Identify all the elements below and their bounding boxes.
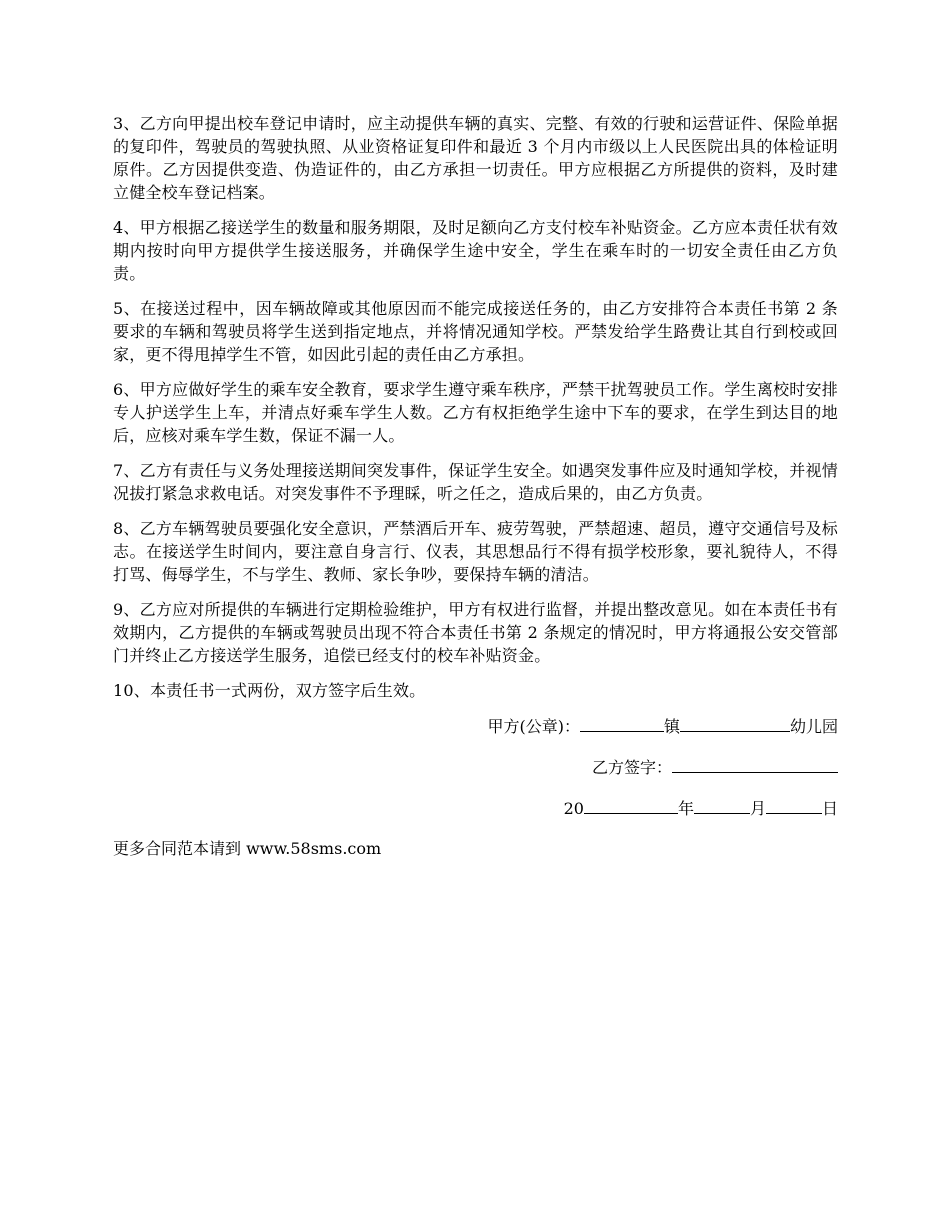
clause-9: 9、乙方应对所提供的车辆进行定期检验维护，甲方有权进行监督，并提出整改意见。如在本责任书有效期内，乙方提供的车辆或驾驶员出现不符合本责任书第 2 条规定的情况时，甲方将通报公安交管部门并终止乙方接送学生服务，追偿已经支付的校车补贴资金。 [113, 600, 838, 665]
clause-5: 5、在接送过程中，因车辆故障或其他原因而不能完成接送任务的，由乙方安排符合本责任书第 2 条要求的车辆和驾驶员将学生送到指定地点，并将情况通知学校。严禁发给学生路费让其自行到校或回家，更不得甩掉学生不管，如因此引起的责任由乙方承担。 [113, 299, 838, 364]
day-blank[interactable] [766, 796, 822, 814]
clause-3: 3、乙方向甲提出校车登记申请时，应主动提供车辆的真实、完整、有效的行驶和运营证件、保险单据的复印件，驾驶员的驾驶执照、从业资格证复印件和最近 3 个月内市级以上人民医院出具的体检证明原件。乙方因提供变造、伪造证件的，由乙方承担一切责任。甲方应根据乙方所提供的资料，及时建立健全校车登记档案。 [113, 114, 838, 202]
day-label: 日 [821, 799, 838, 818]
clause-6: 6、甲方应做好学生的乘车安全教育，要求学生遵守乘车秩序，严禁干扰驾驶员工作。学生离校时安排专人护送学生上车，并清点好乘车学生人数。乙方有权拒绝学生途中下车的要求，在学生到达目的地后，应核对乘车学生数，保证不漏一人。 [113, 380, 838, 445]
year-label: 年 [677, 799, 694, 818]
month-blank[interactable] [694, 796, 750, 814]
clause-4: 4、甲方根据乙接送学生的数量和服务期限，及时足额向乙方支付校车补贴资金。乙方应本责任状有效期内按时向甲方提供学生接送服务，并确保学生途中安全，学生在乘车时的一切安全责任由乙方负责。 [113, 218, 838, 283]
kindergarten-name-blank[interactable] [680, 714, 790, 732]
clause-8: 8、乙方车辆驾驶员要强化安全意识，严禁酒后开车、疲劳驾驶，严禁超速、超员，遵守交通信号及标志。在接送学生时间内，要注意自身言行、仪表，其思想品行不得有损学校形象，要礼貌待人，不得打骂、侮辱学生，不与学生、教师、家长争吵，要保持车辆的清洁。 [113, 519, 838, 584]
year-blank[interactable] [584, 796, 678, 814]
party-b-signature-blank[interactable] [672, 755, 838, 773]
document-page [113, 112, 838, 860]
date-line [113, 796, 838, 820]
clause-7: 7、乙方有责任与义务处理接送期间突发事件，保证学生安全。如遇突发事件应及时通知学校，并视情况拔打紧急求救电话。对突发事件不予理睬，听之任之，造成后果的，由乙方负责。 [113, 461, 838, 503]
party-a-signature-line [113, 714, 838, 738]
party-b-label: 乙方签字： [591, 758, 672, 777]
clause-10: 10、本责任书一式两份，双方签字后生效。 [113, 681, 426, 700]
town-name-blank[interactable] [580, 714, 664, 732]
party-b-signature-line [113, 755, 838, 779]
footer-note: 更多合同范本请到 www.58sms.com [113, 839, 382, 858]
year-prefix: 20 [563, 799, 584, 818]
month-label: 月 [749, 799, 766, 818]
kindergarten-label: 幼儿园 [789, 717, 838, 736]
party-a-label: 甲方(公章)： [487, 717, 580, 736]
town-label: 镇 [663, 717, 680, 736]
